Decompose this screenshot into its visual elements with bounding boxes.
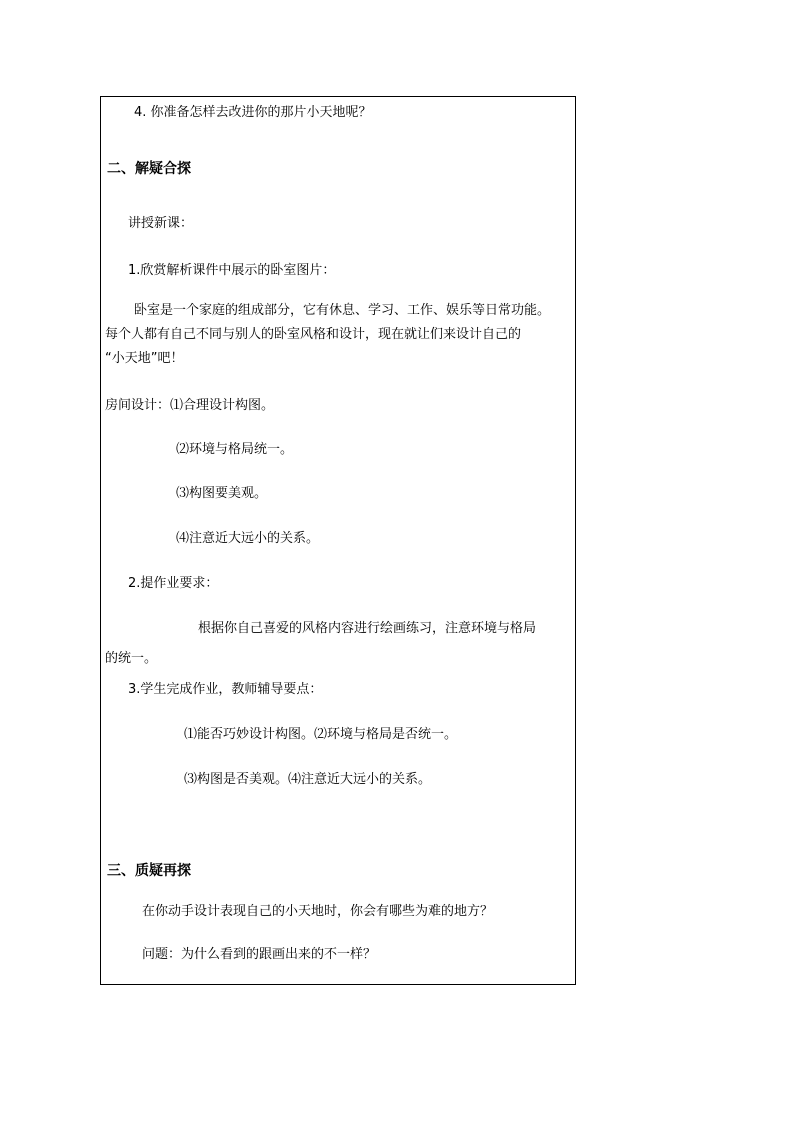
question-4: 4. 你准备怎样去改进你的那片小天地呢？	[134, 105, 372, 120]
section-3-heading: 三、质疑再探	[107, 863, 191, 879]
paragraph-1-line-2: 每个人都有自己不同与别人的卧室风格和设计，现在就让们来设计自己的	[105, 327, 522, 342]
paragraph-2-line-1: 根据你自己喜爱的风格内容进行绘画练习，注意环境与格局	[198, 621, 537, 636]
room-design-item-1: 房间设计：⑴合理设计构图。	[105, 398, 275, 413]
section-2-heading: 二、解疑合探	[107, 161, 191, 177]
paragraph-2-line-2: 的统一。	[105, 651, 158, 666]
paragraph-1-line-1: 卧室是一个家庭的组成部分，它有休息、学习、工作、娱乐等日常功能。	[134, 303, 551, 318]
question-line: 问题：为什么看到的跟画出来的不一样？	[142, 947, 377, 962]
guidance-line-1: ⑴能否巧妙设计构图。⑵环境与格局是否统一。	[184, 727, 458, 742]
item-3: 3.学生完成作业，教师辅导要点：	[128, 682, 323, 697]
item-1: 1.欣赏解析课件中展示的卧室图片：	[128, 263, 336, 278]
room-design-item-3: ⑶构图要美观。	[176, 486, 268, 501]
guidance-line-2: ⑶构图是否美观。⑷注意近大远小的关系。	[184, 772, 432, 787]
paragraph-1-line-3: “小天地”吧！	[105, 351, 184, 366]
new-lesson-label: 讲授新课：	[128, 216, 194, 231]
item-2: 2.提作业要求：	[128, 576, 219, 591]
final-question: 在你动手设计表现自己的小天地时，你会有哪些为难的地方？	[142, 904, 494, 919]
room-design-item-4: ⑷注意近大远小的关系。	[176, 531, 320, 546]
room-design-item-2: ⑵环境与格局统一。	[176, 442, 294, 457]
